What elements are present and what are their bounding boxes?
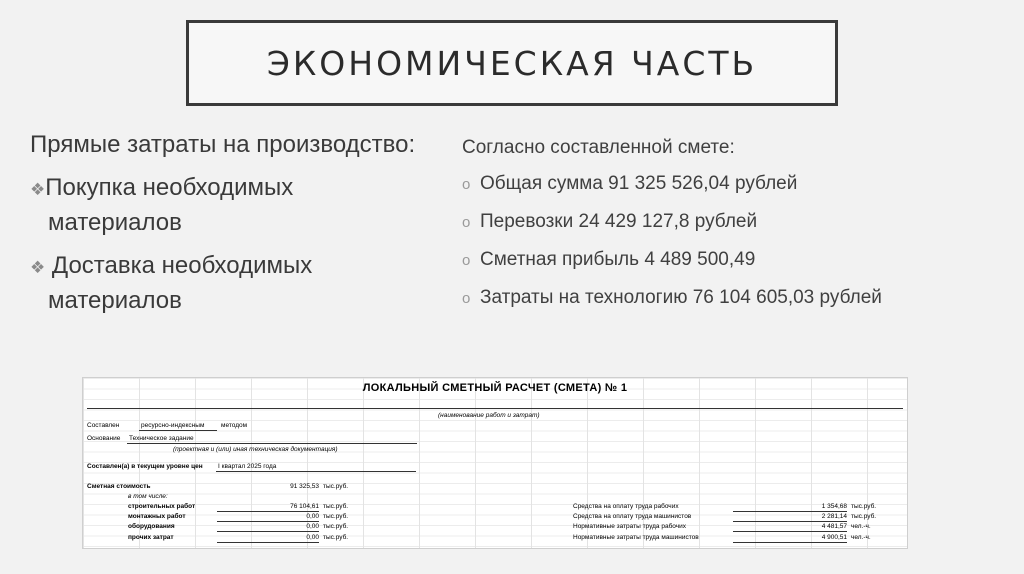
- row-underline: [733, 542, 847, 543]
- doc-hint: (проектная и (или) иная техническая документация): [173, 446, 338, 453]
- incl-label: в том числе:: [128, 493, 168, 500]
- right-row-unit: чел.-ч.: [851, 523, 871, 530]
- row-underline: [733, 521, 847, 522]
- row-underline: [733, 531, 847, 532]
- bullet-delivery: [30, 249, 430, 317]
- list-item-text: Общая сумма 91 325 526,04 рублей: [480, 173, 798, 194]
- bullet-text-cont: материалов: [48, 287, 182, 314]
- left-column: [30, 128, 430, 317]
- right-row-value: 4 481,57: [821, 523, 847, 530]
- right-row-label: Нормативные затраты труда машинистов: [573, 534, 699, 541]
- cost-unit: тыс.руб.: [323, 483, 349, 490]
- method-underline: [139, 430, 217, 431]
- row-underline: [217, 521, 319, 522]
- left-row-unit: тыс.руб.: [323, 534, 349, 541]
- right-row-label: Средства на оплату труда машинистов: [573, 513, 692, 520]
- sheet-divider: [87, 408, 903, 409]
- list-item: [462, 171, 1002, 198]
- circle-bullet-icon: o: [462, 290, 471, 307]
- bullet-text: Доставка необходимых: [45, 252, 313, 279]
- sheet-title: ЛОКАЛЬНЫЙ СМЕТНЫЙ РАСЧЕТ (СМЕТА) № 1: [362, 382, 628, 394]
- left-row-value: 0,00: [306, 513, 319, 520]
- list-item-text: Затраты на технологию 76 104 605,03 рублей: [480, 287, 882, 308]
- name-hint: (наименование работ и затрат): [438, 412, 540, 419]
- method-value: ресурсно-индексным: [141, 422, 205, 429]
- basis-label: Основание: [87, 435, 121, 442]
- left-row-label: прочих затрат: [128, 534, 174, 541]
- list-item: [462, 209, 1002, 236]
- composed-label: Составлен: [87, 422, 120, 429]
- circle-bullet-icon: o: [462, 176, 471, 193]
- diamond-bullet-icon: ❖: [30, 258, 46, 277]
- right-row-value: 4 900,51: [821, 534, 847, 541]
- right-lead: Согласно составленной смете:: [462, 137, 735, 158]
- level-underline: [216, 471, 416, 472]
- circle-bullet-icon: o: [462, 252, 471, 269]
- row-underline: [217, 531, 319, 532]
- cost-label: Сметная стоимость: [87, 483, 151, 490]
- right-row-unit: чел.-ч.: [851, 534, 871, 541]
- left-row-unit: тыс.руб.: [323, 523, 349, 530]
- list-item: [462, 285, 1002, 312]
- right-row-label: Средства на оплату труда рабочих: [573, 503, 679, 510]
- list-item-text: Перевозки 24 429 127,8 рублей: [480, 211, 758, 232]
- right-column: [462, 135, 1002, 323]
- right-row-label: Нормативные затраты труда рабочих: [573, 523, 687, 530]
- left-row-label: оборудования: [128, 523, 175, 530]
- row-underline: [733, 511, 847, 512]
- level-label: Составлен(а) в текущем уровне цен: [87, 463, 203, 470]
- basis-underline: [127, 443, 417, 444]
- slide-title-box: [186, 20, 838, 106]
- list-item-text: Сметная прибыль 4 489 500,49: [480, 249, 756, 270]
- right-row-value: 2 281,14: [821, 513, 847, 520]
- left-row-unit: тыс.руб.: [323, 513, 349, 520]
- bullet-text-cont: материалов: [48, 209, 182, 236]
- left-row-label: строительных работ: [128, 503, 196, 510]
- left-row-value: 0,00: [306, 534, 319, 541]
- circle-bullet-icon: o: [462, 214, 471, 231]
- left-row-label: монтажных работ: [128, 513, 186, 520]
- list-item: [462, 247, 1002, 274]
- method-label: методом: [221, 422, 248, 429]
- bullet-text: Покупка необходимых: [45, 174, 294, 201]
- diamond-bullet-icon: ❖: [30, 180, 46, 199]
- bullet-purchase: [30, 171, 430, 239]
- level-value: I квартал 2025 года: [218, 463, 277, 470]
- left-row-value: 0,00: [306, 523, 319, 530]
- left-lead: Прямые затраты на производство:: [30, 131, 416, 158]
- left-row-unit: тыс.руб.: [323, 503, 349, 510]
- row-underline: [217, 511, 319, 512]
- slide-title: ЭКОНОМИЧЕСКАЯ ЧАСТЬ: [266, 43, 758, 83]
- right-row-value: 1 354,68: [821, 503, 847, 510]
- cost-value: 91 325,53: [290, 483, 319, 490]
- estimate-spreadsheet-image: [82, 377, 908, 549]
- left-row-value: 76 104,61: [290, 503, 319, 510]
- right-row-unit: тыс.руб.: [851, 503, 877, 510]
- basis-value: Техническое задание: [129, 435, 194, 442]
- row-underline: [217, 542, 319, 543]
- right-row-unit: тыс.руб.: [851, 513, 877, 520]
